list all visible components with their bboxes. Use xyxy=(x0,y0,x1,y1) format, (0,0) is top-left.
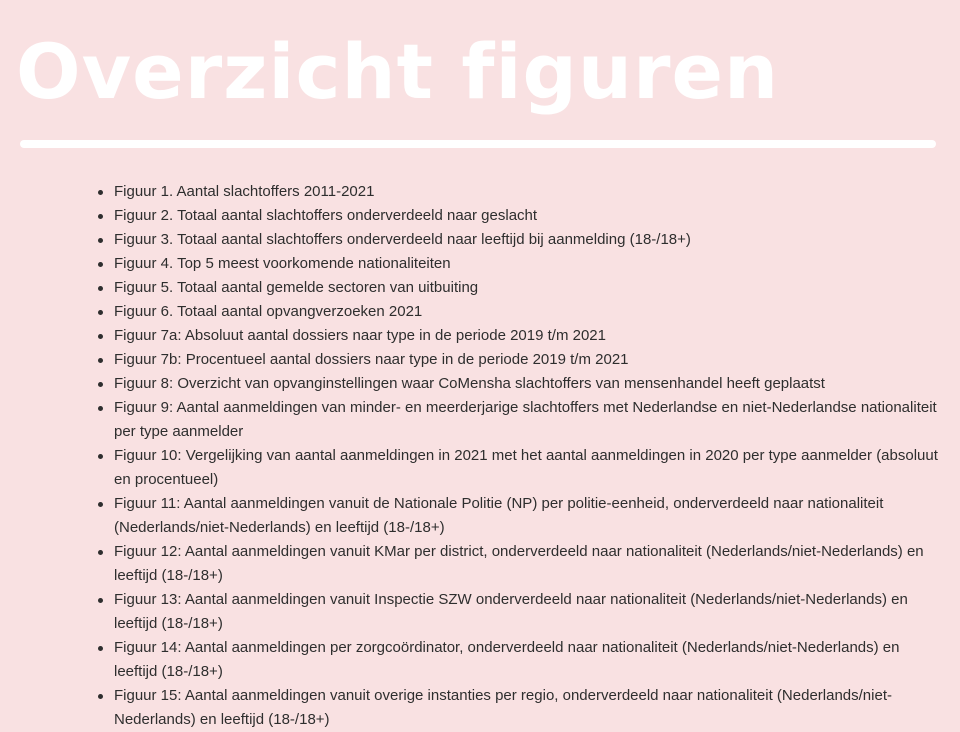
page-title: Overzicht figuren xyxy=(16,27,780,116)
bullet-icon xyxy=(98,262,103,267)
figure-list-item xyxy=(114,540,944,588)
bullet-icon xyxy=(98,334,103,339)
bullet-icon xyxy=(98,382,103,387)
figure-list-item xyxy=(114,276,944,300)
figure-list-item xyxy=(114,252,944,276)
bullet-icon xyxy=(98,406,103,411)
bullet-icon xyxy=(98,286,103,291)
figure-list-item xyxy=(114,324,944,348)
figure-caption: Figuur 7b: Procentueel aantal dossiers naar type in de periode 2019 t/m 2021 xyxy=(114,351,629,368)
bullet-icon xyxy=(98,358,103,363)
bullet-icon xyxy=(98,550,103,555)
figure-caption: Figuur 4. Top 5 meest voorkomende nationaliteiten xyxy=(114,255,451,272)
bullet-icon xyxy=(98,502,103,507)
figure-caption: Figuur 6. Totaal aantal opvangverzoeken 2021 xyxy=(114,303,423,320)
figure-caption: Figuur 13: Aantal aanmeldingen vanuit Inspectie SZW onderverdeeld naar nationaliteit (Nederlands/niet-Nederlands) en leeftijd (18-/18+) xyxy=(114,591,908,632)
figure-caption: Figuur 11: Aantal aanmeldingen vanuit de Nationale Politie (NP) per politie-eenheid, onderverdeeld naar nationaliteit (Nederlands/niet-Nederlands) en leeftijd (18-/18+) xyxy=(114,495,884,536)
figure-caption: Figuur 8: Overzicht van opvanginstellingen waar CoMensha slachtoffers van mensenhandel heeft geplaatst xyxy=(114,375,825,392)
figure-list-item xyxy=(114,228,944,252)
title-divider xyxy=(20,140,936,148)
figure-caption: Figuur 3. Totaal aantal slachtoffers onderverdeeld naar leeftijd bij aanmelding (18-/18+) xyxy=(114,231,691,248)
figure-caption: Figuur 7a: Absoluut aantal dossiers naar type in de periode 2019 t/m 2021 xyxy=(114,327,606,344)
figure-list-item xyxy=(114,396,944,444)
bullet-icon xyxy=(98,694,103,699)
figure-list-item xyxy=(114,636,944,684)
figure-list-item xyxy=(114,444,944,492)
bullet-icon xyxy=(98,646,103,651)
figure-caption: Figuur 10: Vergelijking van aantal aanmeldingen in 2021 met het aantal aanmeldingen in 2020 per type aanmelder (absoluut en procentueel) xyxy=(114,447,938,488)
figure-list-item xyxy=(114,348,944,372)
figure-caption: Figuur 15: Aantal aanmeldingen vanuit overige instanties per regio, onderverdeeld naar nationaliteit (Nederlands/niet-Nederlands) en leeftijd (18-/18+) xyxy=(114,687,892,728)
figure-caption: Figuur 1. Aantal slachtoffers 2011-2021 xyxy=(114,183,375,200)
bullet-icon xyxy=(98,190,103,195)
bullet-icon xyxy=(98,310,103,315)
bullet-icon xyxy=(98,454,103,459)
figure-list-item xyxy=(114,204,944,228)
bullet-icon xyxy=(98,214,103,219)
figure-list xyxy=(114,180,944,732)
figure-list-item xyxy=(114,492,944,540)
figure-caption: Figuur 9: Aantal aanmeldingen van minder- en meerderjarige slachtoffers met Nederlandse en niet-Nederlandse nationaliteit per type aanmelder xyxy=(114,399,937,440)
bullet-icon xyxy=(98,238,103,243)
figure-list-item xyxy=(114,372,944,396)
figure-list-item xyxy=(114,180,944,204)
figure-list-item xyxy=(114,684,944,732)
figure-caption: Figuur 12: Aantal aanmeldingen vanuit KMar per district, onderverdeeld naar nationaliteit (Nederlands/niet-Nederlands) en leeftijd (18-/18+) xyxy=(114,543,924,584)
figure-caption: Figuur 5. Totaal aantal gemelde sectoren van uitbuiting xyxy=(114,279,479,296)
figure-caption: Figuur 2. Totaal aantal slachtoffers onderverdeeld naar geslacht xyxy=(114,207,538,224)
figure-list-item xyxy=(114,300,944,324)
figure-list-item xyxy=(114,588,944,636)
bullet-icon xyxy=(98,598,103,603)
figure-caption: Figuur 14: Aantal aanmeldingen per zorgcoördinator, onderverdeeld naar nationaliteit (Nederlands/niet-Nederlands) en leeftijd (18-/18+) xyxy=(114,639,900,680)
